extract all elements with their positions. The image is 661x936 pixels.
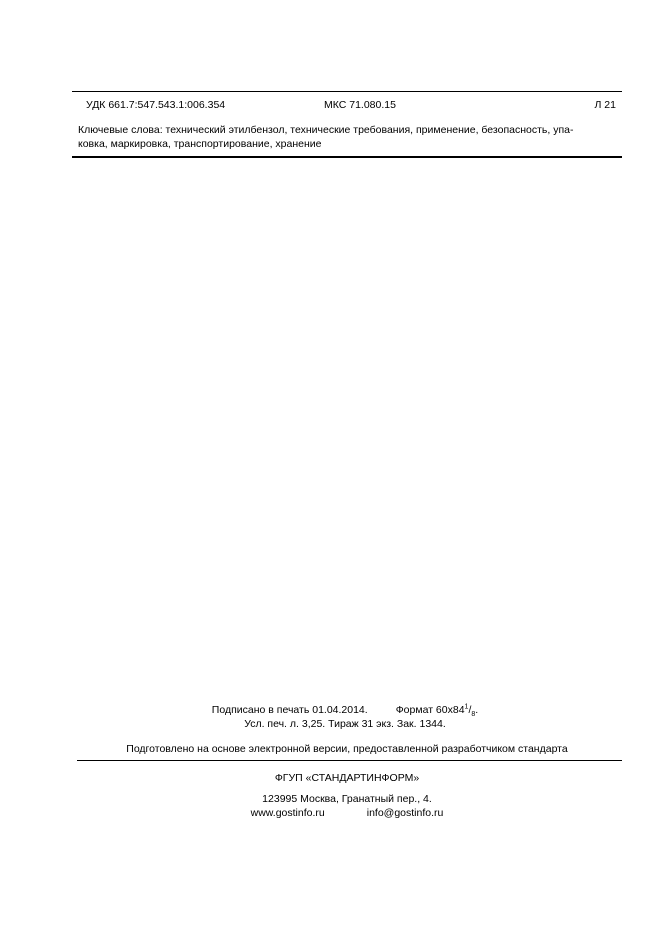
imprint-block <box>150 703 540 731</box>
letter-code: Л 21 <box>594 99 616 111</box>
publisher-contacts <box>72 806 622 820</box>
publisher-contacts-block <box>72 792 622 820</box>
classification-line <box>86 98 616 112</box>
prepared-note: Подготовлено на основе электронной версии, предоставленной разработчиком стандарта <box>126 743 568 755</box>
publisher-address: 123995 Москва, Гранатный пер., 4. <box>262 793 432 805</box>
publisher-email: info@gostinfo.ru <box>366 807 444 819</box>
print-info: Усл. печ. л. 3,25. Тираж 31 экз. Зак. 1344. <box>244 718 446 730</box>
keywords-line-1: Ключевые слова: технический этилбензол, технические требования, применение, безопасность, упа- <box>78 124 574 136</box>
publisher-name: ФГУП «СТАНДАРТИНФОРМ» <box>274 772 420 784</box>
paper-format: Формат $60х84^1/_8$. <box>395 703 479 719</box>
imprint-row-1 <box>150 703 540 717</box>
publisher-rule <box>77 760 622 761</box>
format-numerator: 1 <box>464 703 469 711</box>
keywords-paragraph <box>78 123 618 151</box>
publisher-website: www.gostinfo.ru <box>250 807 325 819</box>
mks-code: МКС 71.080.15 <box>324 99 396 111</box>
classification-bottom-rule <box>72 156 622 158</box>
classification-top-rule <box>72 91 622 92</box>
keywords-line-2: ковка, маркировка, транспортирование, хранение <box>78 138 322 150</box>
signed-date: Подписано в печать 01.04.2014. <box>211 704 368 716</box>
udc-code: УДК 661.7:547.543.1:006.354 <box>86 99 226 111</box>
format-denominator: 8 <box>471 711 476 719</box>
